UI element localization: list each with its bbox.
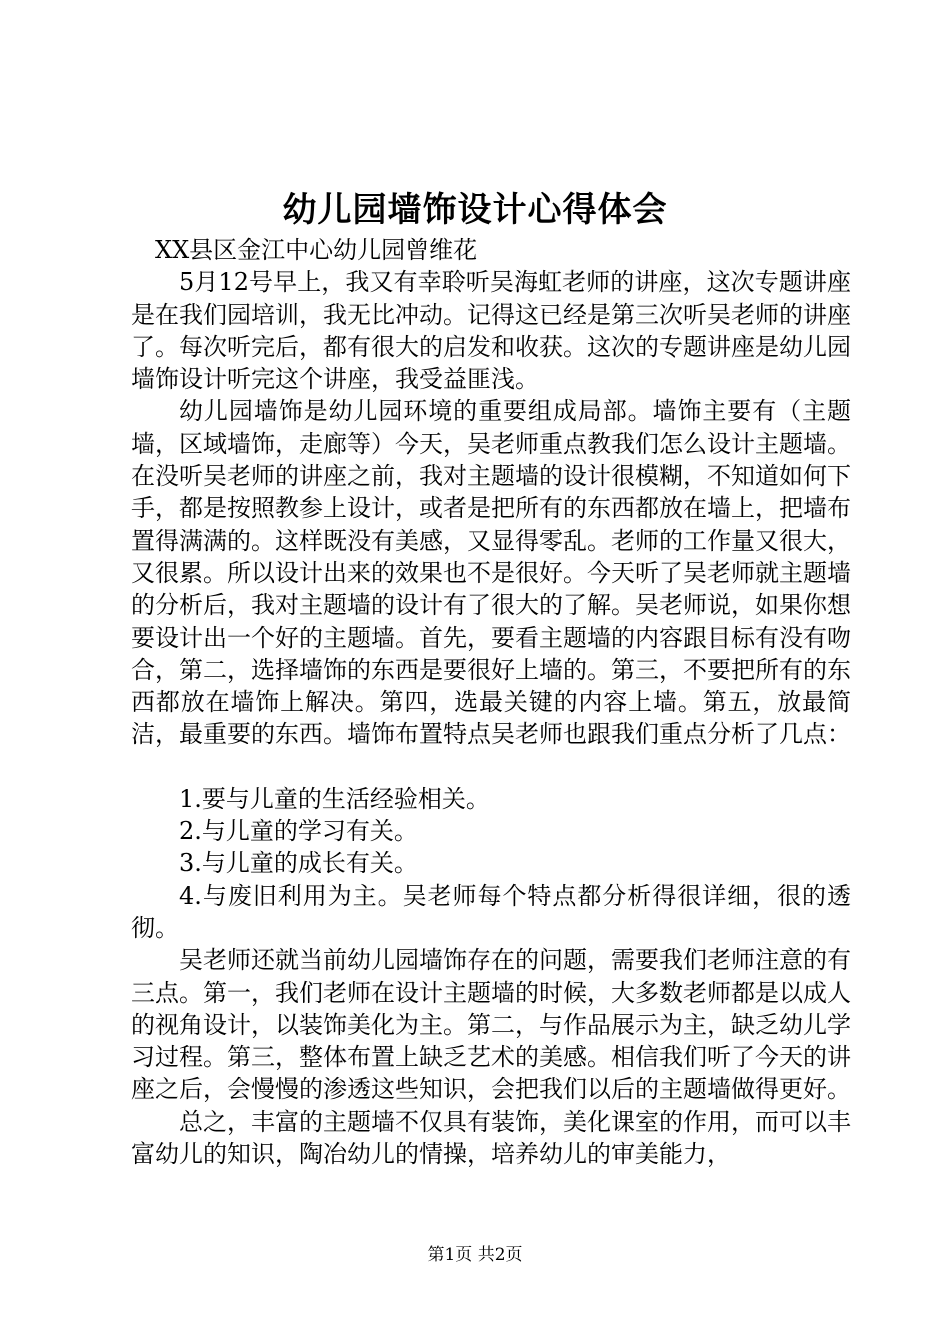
list-item: 3.与儿童的成长有关。 [179,849,418,878]
paragraph-wall-decoration: 幼儿园墙饰是幼儿园环境的重要组成局部。墙饰主要有（主题墙，区域墙饰，走廊等）今天，吴老师重点教我们怎么设计主题墙。在没听吴老师的讲座之前，我对主题墙的设计很模糊，不知道如何下手，都是按照教参上设计，或者是把所有的东西都放在墙上，把墙布置得满满的。这样既没有美感，又显得零乱。老师的工作量又很大，又很累。所以设计出来的效果也不是很好。今天听了吴老师就主题墙的分析后，我对主题墙的设计有了很大的了解。吴老师说，如果你想要设计出一个好的主题墙。首先，要看主题墙的内容跟目标有没有吻合，第二，选择墙饰的东西是要很好上墙的。第三，不要把所有的东西都放在墙饰上解决。第四，选最关键的内容上墙。第五，放最简洁，最重要的东西。墙饰布置特点吴老师也跟我们重点分析了几点： [131,397,851,749]
paragraph-lecture-intro: 5月12号早上，我又有幸聆听吴海虹老师的讲座，这次专题讲座是在我们园培训，我无比冲动。记得这已经是第三次听吴老师的讲座了。每次听完后，都有很大的启发和收获。这次的专题讲座是幼儿园墙饰设计听完这个讲座，我受益匪浅。 [131,268,851,394]
paragraph-problems: 吴老师还就当前幼儿园墙饰存在的问题，需要我们老师注意的有三点。第一，我们老师在设计主题墙的时候，大多数老师都是以成人的视角设计，以装饰美化为主。第二，与作品展示为主，缺乏幼儿学习过程。第三，整体布置上缺乏艺术的美感。相信我们听了今天的讲座之后，会慢慢的渗透这些知识，会把我们以后的主题墙做得更好。 [131,946,851,1104]
list-item: 2.与儿童的学习有关。 [179,817,418,846]
document-title: 幼儿园墙饰设计心得体会 [282,190,668,230]
paragraph-conclusion: 总之，丰富的主题墙不仅具有装饰，美化课室的作用，而可以丰富幼儿的知识，陶冶幼儿的情操，培养幼儿的审美能力， [131,1107,851,1169]
author-line: XX县区金江中心幼儿园曾维花 [155,236,478,264]
list-item: 4.与废旧利用为主。吴老师每个特点都分析得很详细，很的透彻。 [131,881,851,942]
document-body [131,234,851,1170]
page-footer: 第1页 共2页 [427,1245,523,1265]
list-item: 1.要与儿童的生活经验相关。 [179,784,490,813]
